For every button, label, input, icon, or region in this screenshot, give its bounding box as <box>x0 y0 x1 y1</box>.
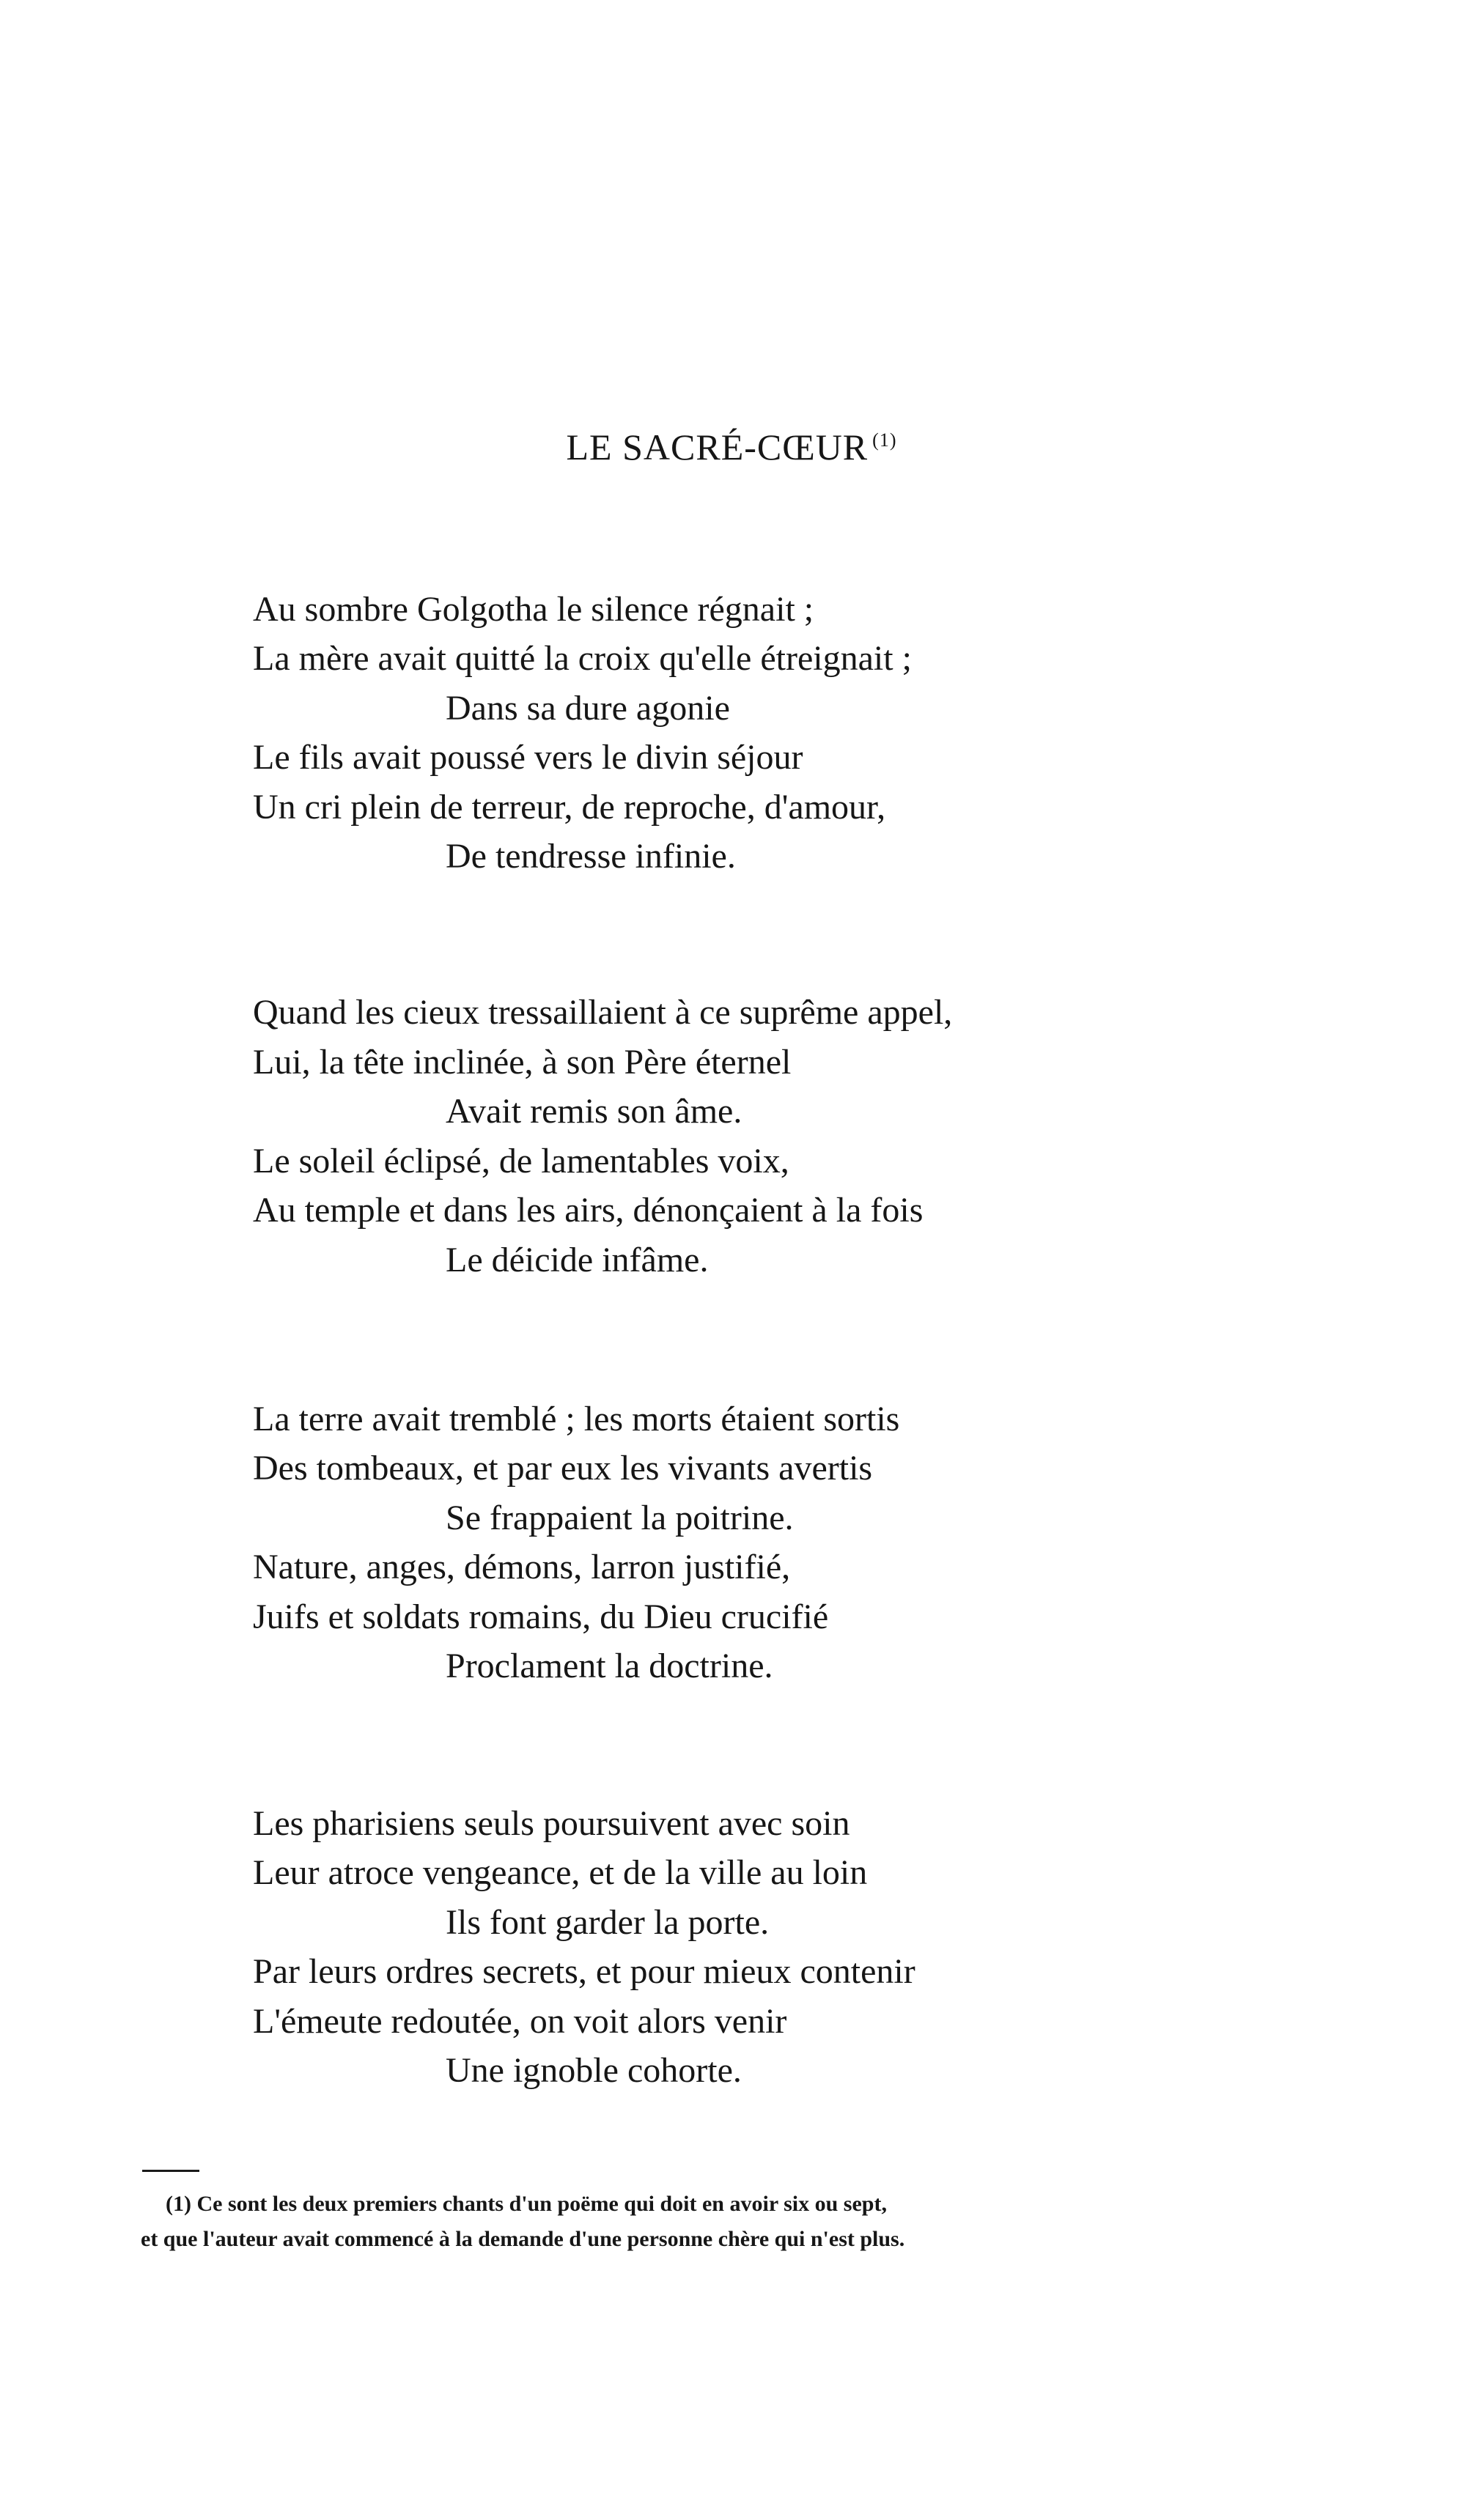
footnote-reference: (1) <box>872 429 897 451</box>
verse-line: Ils font garder la porte. <box>446 1903 770 1942</box>
verse-line: Le soleil éclipsé, de lamentables voix, <box>253 1142 789 1180</box>
verse-line: Par leurs ordres secrets, et pour mieux contenir <box>253 1952 915 1991</box>
verse-line: Le déicide infâme. <box>446 1241 709 1279</box>
verse-line: Les pharisiens seuls poursuivent avec soin <box>253 1804 850 1843</box>
verse-line: Au sombre Golgotha le silence régnait ; <box>253 590 814 629</box>
verse-line: Avait remis son âme. <box>446 1092 742 1131</box>
verse-line: L'émeute redoutée, on voit alors venir <box>253 2002 787 2041</box>
verse-line: Au temple et dans les airs, dénonçaient à la fois <box>253 1191 924 1230</box>
verse-line: La mère avait quitté la croix qu'elle étreignait ; <box>253 639 912 678</box>
poem-title <box>0 426 1463 468</box>
verse-line: Proclament la doctrine. <box>446 1647 773 1685</box>
verse-line: Lui, la tête inclinée, à son Père éternel <box>253 1043 792 1082</box>
verse-line: Juifs et soldats romains, du Dieu crucifié <box>253 1597 829 1636</box>
poem-title-text: LE SACRÉ-CŒUR <box>566 426 869 468</box>
verse-line: Un cri plein de terreur, de reproche, d'amour, <box>253 788 886 827</box>
verse-line: Quand les cieux tressaillaient à ce suprême appel, <box>253 993 953 1032</box>
verse-line: Nature, anges, démons, larron justifié, <box>253 1548 791 1586</box>
verse-line: Dans sa dure agonie <box>446 689 730 728</box>
footnote-line: (1) Ce sont les deux premiers chants d'un poëme qui doit en avoir six ou sept, <box>166 2192 887 2216</box>
verse-line: Se frappaient la poitrine. <box>446 1499 794 1537</box>
verse-line: Le fils avait poussé vers le divin séjour <box>253 738 803 777</box>
verse-line: Leur atroce vengeance, et de la ville au loin <box>253 1853 868 1892</box>
verse-line: Une ignoble cohorte. <box>446 2051 742 2090</box>
footnote-line: et que l'auteur avait commencé à la demande d'une personne chère qui n'est plus. <box>141 2227 905 2251</box>
verse-line: Des tombeaux, et par eux les vivants avertis <box>253 1449 873 1488</box>
verse-line: La terre avait tremblé ; les morts étaient sortis <box>253 1400 900 1438</box>
footnote-divider <box>142 2170 199 2172</box>
verse-line: De tendresse infinie. <box>446 837 736 876</box>
